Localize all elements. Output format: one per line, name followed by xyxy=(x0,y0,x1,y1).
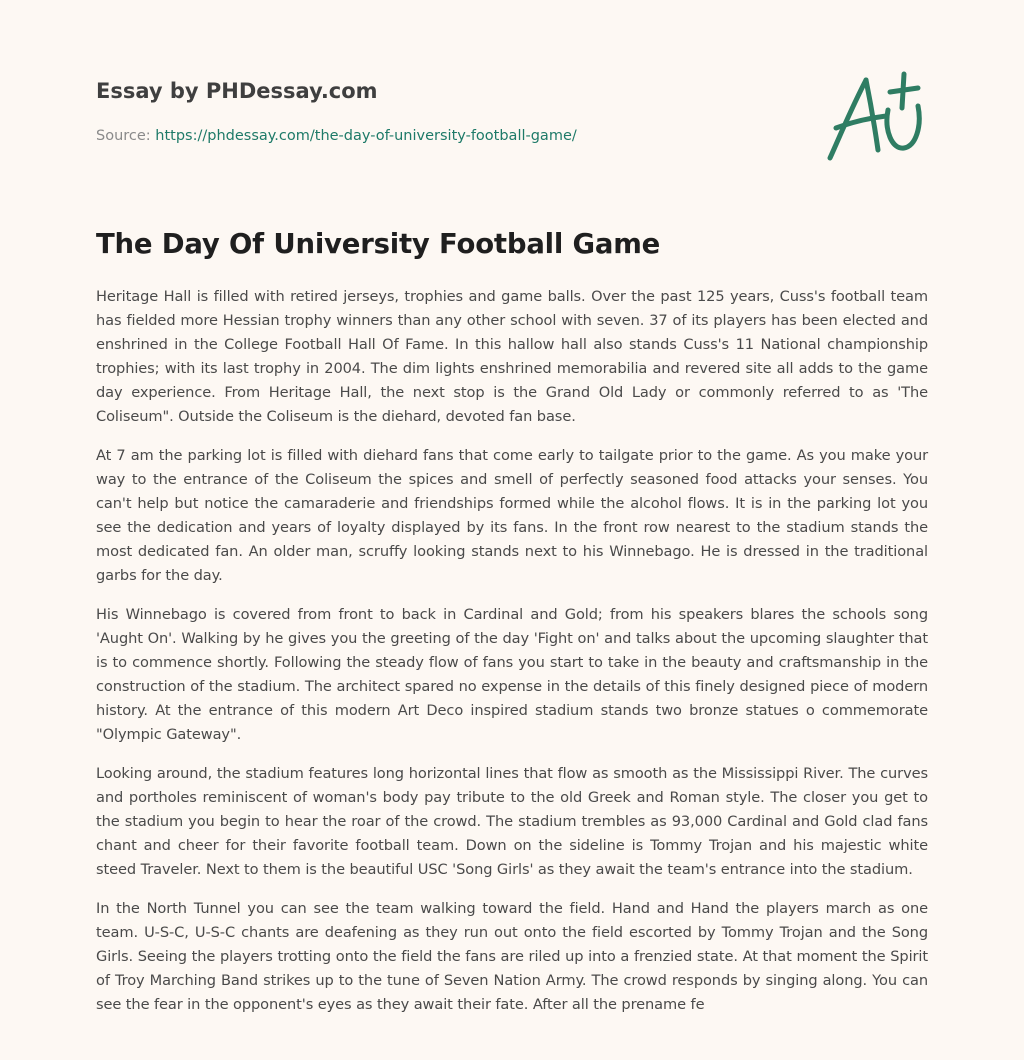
essay-paragraph: Heritage Hall is filled with retired jerseys, trophies and game balls. Over the past 125 years, Cuss's football team has fielded more Hessian trophy winners than any other school with seven. 37 of its players has been elected and enshrined in the College Football Hall Of Fame. In this hallow hall also stands Cuss's 11 National championship trophies; with its last trophy in 2004. The dim lights enshrined memorabilia and revered site all adds to the game day experience. From Heritage Hall, the next stop is the Grand Old Lady or commonly referred to as 'The Coliseum". Outside the Coliseum is the diehard, devoted fan base. xyxy=(96,288,928,425)
essay-paragraph: At 7 am the parking lot is filled with diehard fans that come early to tailgate prior to the game. As you make your way to the entrance of the Coliseum the spices and smell of perfectly seasoned food attacks your senses. You can't help but notice the camaraderie and friendships formed while the alcohol flows. It is in the parking lot you see the dedication and years of loyalty displayed by its fans. In the front row nearest to the stadium stands the most dedicated fan. An older man, scruffy looking stands next to his Winnebago. He is dressed in the traditional garbs for the day. xyxy=(96,447,928,584)
essay-body xyxy=(96,285,928,1032)
source-link[interactable]: https://phdessay.com/the-day-of-university-football-game/ xyxy=(155,128,577,144)
essay-title: The Day Of University Football Game xyxy=(96,228,661,260)
source-label: Source: xyxy=(96,128,156,144)
page-header xyxy=(96,78,796,146)
essay-paragraph: His Winnebago is covered from front to back in Cardinal and Gold; from his speakers blares the schools song 'Aught On'. Walking by he gives you the greeting of the day 'Fight on' and talks about the upcoming slaughter that is to commence shortly. Following the steady flow of fans you start to take in the beauty and craftsmanship in the construction of the stadium. The architect spared no expense in the details of this finely designed piece of modern history. At the entrance of this modern Art Deco inspired stadium stands two bronze statues o commemorate "Olympic Gateway". xyxy=(96,606,928,743)
essay-paragraph: In the North Tunnel you can see the team walking toward the field. Hand and Hand the players march as one team. U-S-C, U-S-C chants are deafening as they run out onto the field escorted by Tommy Trojan and the Song Girls. Seeing the players trotting onto the field the fans are riled up into a frenzied state. At that moment the Spirit of Troy Marching Band strikes up to the tune of Seven Nation Army. The crowd responds by singing along. You can see the fear in the opponent's eyes as they await their fate. After all the prename fe xyxy=(96,900,928,1013)
essay-paragraph: Looking around, the stadium features long horizontal lines that flow as smooth as the Mississippi River. The curves and portholes reminiscent of woman's body pay tribute to the old Greek and Roman style. The closer you get to the stadium you begin to hear the roar of the crowd. The stadium trembles as 93,000 Cardinal and Gold clad fans chant and cheer for their favorite football team. Down on the sideline is Tommy Trojan and his majestic white steed Traveler. Next to them is the beautiful USC 'Song Girls' as they await the team's entrance into the stadium. xyxy=(96,765,928,878)
a-plus-grade-icon xyxy=(820,66,932,166)
source-line xyxy=(96,126,796,146)
site-title: Essay by PHDessay.com xyxy=(96,79,378,103)
